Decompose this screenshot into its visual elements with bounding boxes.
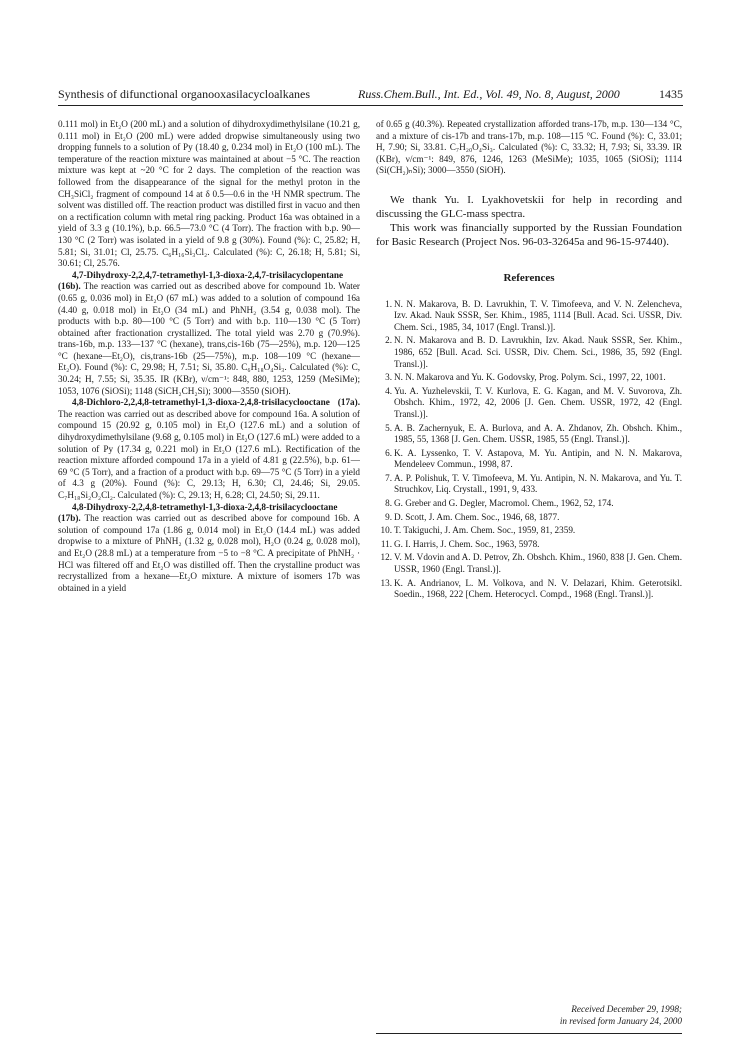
- reference-item: [376, 498, 682, 510]
- paragraph-compound-17a: [58, 397, 360, 501]
- compound-16b-body: The reaction was carried out as described above for compound 1b. Water (0.65 g, 0.036 mol) in Et₂O (67 mL) was added to a solution of compound 16a (4.40 g, 0.018 mol) in Et₂O (34 mL) and PhNH₂ (3.54 g, 0.038 mol). The products with b.p. 80—100 °C (5 Torr) and with b.p. 110—130 °C (5 Torr) obtained after fractionation crystallized. The total yield was 2.70 g (70.9%). trans-16b, m.p. 133—137 °C (hexane), trans,cis-16b (75—25%), m.p. 120—125 °C (hexane—Et₂O), cis,trans-16b (25—75%), m.p. 108—109 °C (hexane—Et₂O). Found (%): C, 29.98; H, 7.51; Si, 35.80. C₆H₁₈O₄Si₃. Calculated (%): C, 30.24; H, 7.55; Si, 35.35. IR (KBr), ν/cm⁻¹: 848, 880, 1253, 1259 (MeSiMe); 1053, 1076 (SiOSi); 1148 (SiCH₂CH₂Si); 3000—3550 (SiOH).: [58, 281, 360, 396]
- reference-text: Yu. A. Yuzhelevskii, T. V. Kurlova, E. G. Kagan, and M. V. Suvorova, Zh. Obshch. Khim., 1972, 42, 2006 [J. Gen. Chem. USSR, 1972, 42 (Engl. Transl.)].: [394, 385, 682, 419]
- reference-text: A. P. Polishuk, T. V. Timofeeva, M. Yu. Antipin, N. N. Makarova, and Yu. T. Struchkov, Liq. Crystall., 1991, 9, 433.: [394, 472, 682, 495]
- reference-item: [376, 525, 682, 537]
- reference-number: 12.: [380, 552, 392, 563]
- compound-17a-title: 4,8-Dichloro-2,2,4,8-tetramethyl-1,3-dioxa-2,4,8-trisilacyclooctane (17a).: [72, 397, 360, 408]
- right-column: [376, 119, 682, 603]
- received-line: Received December 29, 1998;: [571, 1004, 682, 1014]
- running-title: Synthesis of difunctional organooxasilacycloalkanes: [58, 87, 311, 101]
- reference-text: T. Takiguchi, J. Am. Chem. Soc., 1959, 81, 2359.: [394, 525, 576, 536]
- paragraph-continued-right: of 0.65 g (40.3%). Repeated crystallization afforded trans-17b, m.p. 130—134 °C, and a mixture of cis-17b and trans-17b, m.p. 108—115 °C. Found (%): C, 33.01; H, 7.90; Si, 33.81. C₇H₂₀O₄Si₃. Calculated (%): C, 33.32; H, 7.93; Si, 33.39. IR (KBr), ν/cm⁻¹: 849, 876, 1246, 1263 (MeSiMe); 1035, 1065 (SiOSi); 1114 (Si(CH₂)ₙSi); 3000—3550 (SiOH).: [376, 119, 682, 176]
- reference-number: 9.: [385, 511, 392, 522]
- reference-number: 11.: [380, 538, 392, 549]
- paragraph-continued: 0.111 mol) in Et₂O (200 mL) and a solution of dihydroxydimethylsilane (10.21 g, 0.111 mol) in Et₂O (200 mL) were added dropwise simultaneously using two dropping funnels to a solution of Py (18.40 g, 0.234 mol) in Et₂O (100 mL). The temperature of the reaction mixture was maintained at about −5 °C. The reaction mixture was kept at ~20 °C for 2 days. The completion of the reaction was followed from the disappearance of the signal for the methyl proton in the CH₃SiCl₂ fragment of compound 14 at δ 0.5—0.6 in the ¹H NMR spectrum. The solvent was distilled off. The reaction product was distilled first in vacuo and then on a rectification column with metal ring packing. Product 16a was obtained in a yield of 3.3 g (10.1%), b.p. 66.5—73.0 °C (4 Torr). The fraction with b.p. 90—130 °C (2 Torr) was isolated in a yield of 9.8 g (30%). Found (%): C, 25.82; H, 5.81; Si, 31.01; Cl, 25.75. C₆H₁₆Si₃Cl₂. Calculated (%): C, 26.18; H, 5.81; Si, 30.61; Cl, 25.76.: [58, 119, 360, 269]
- reference-text: N. N. Makarova and B. D. Lavrukhin, Izv. Akad. Nauk SSSR, Ser. Khim., 1986, 652 [Bull. Acad. Sci. USSR, Div. Chem. Sci., 1986, 35, 592 (Engl. Transl.)].: [394, 335, 682, 369]
- header-rule: [58, 105, 683, 106]
- reference-text: N. N. Makarova and Yu. K. Godovsky, Prog. Polym. Sci., 1997, 22, 1001.: [394, 372, 666, 383]
- reference-list: [376, 299, 682, 601]
- reference-item: [376, 386, 682, 421]
- reference-text: A. B. Zachernyuk, E. A. Burlova, and A. A. Zhdanov, Zh. Obshch. Khim., 1985, 55, 1368 [J. Gen. Chem. USSR, 1985, 55 (Engl. Transl.)].: [394, 422, 682, 445]
- left-column: [58, 119, 360, 594]
- reference-text: V. M. Vdovin and A. D. Petrov, Zh. Obshch. Khim., 1960, 838 [J. Gen. Chem. USSR, 1960 (Engl. Transl.)].: [394, 552, 682, 575]
- compound-17a-body: The reaction was carried out as described above for compound 16a. A solution of compound 15 (20.92 g, 0.105 mol) in Et₂O (127.6 mL) and a solution of dihydroxydimethylsilane (9.68 g, 0.105 mol) in Et₂O (127.6 mL) were added to a solution of Py (17.34 g, 0.221 mol) in Et₂O (127.6 mL). Rectification of the reaction mixture afforded compound 17a in a yield of 4.81 g (22.5%), b.p. 61—69 °C (5 Torr), and a fraction of a product with b.p. 69—75 °C (5 Torr) in a yield of 4.3 g (20%). Found (%): C, 29.13; H, 6.30; Cl, 24.46; Si, 29.05. C₇H₁₈Si₂O₂Cl₂. Calculated (%): C, 29.13; H, 6.28; Cl, 24.50; Si, 29.11.: [58, 408, 360, 500]
- reference-text: K. A. Lyssenko, T. V. Astapova, M. Yu. Antipin, and N. N. Makarova, Mendeleev Commun., 1998, 87.: [394, 447, 682, 470]
- reference-number: 1.: [385, 298, 392, 309]
- reference-item: [376, 372, 682, 384]
- reference-item: [376, 448, 682, 471]
- reference-item: [376, 578, 682, 601]
- compound-17b-title: 4,8-Dihydroxy-2,2,4,8-tetramethyl-1,3-dioxa-2,4,8-trisilacyclooctane (17b).: [58, 501, 338, 524]
- reference-text: D. Scott, J. Am. Chem. Soc., 1946, 68, 1877.: [394, 511, 560, 522]
- paragraph-compound-17b: [58, 502, 360, 595]
- compound-16b-title: 4,7-Dihydroxy-2,2,4,7-tetramethyl-1,3-dioxa-2,4,7-trisilacyclopentane (16b).: [58, 269, 344, 292]
- reference-text: K. A. Andrianov, L. M. Volkova, and N. V. Delazari, Khim. Geterotsikl. Soedin., 1968, 222 [Chem. Heterocycl. Compd., 1968 (Engl. Transl.)].: [394, 577, 682, 600]
- reference-number: 5.: [385, 422, 392, 433]
- funding-note: This work was financially supported by the Russian Foundation for Basic Research (Project Nos. 96-03-32645a and 96-15-97440).: [376, 221, 682, 248]
- reference-number: 6.: [385, 447, 392, 458]
- reference-item: [376, 335, 682, 370]
- reference-item: [376, 512, 682, 524]
- reference-item: [376, 539, 682, 551]
- page-number: 1435: [659, 87, 683, 101]
- reference-number: 2.: [385, 335, 392, 346]
- reference-text: N. N. Makarova, B. D. Lavrukhin, T. V. Timofeeva, and V. N. Zelencheva, Izv. Akad. Nauk SSSR, Ser. Khim., 1985, 1114 [Bull. Acad. Sci. USSR, Div. Chem. Sci., 1985, 34, 1017 (Engl. Transl.)].: [394, 298, 682, 332]
- reference-item: [376, 552, 682, 575]
- bottom-rule: [376, 1033, 682, 1034]
- journal-citation: Russ.Chem.Bull., Int. Ed., Vol. 49, No. 8, August, 2000: [358, 87, 620, 101]
- paragraph-compound-16b: [58, 270, 360, 398]
- received-dates: [376, 1004, 682, 1027]
- reference-text: G. I. Harris, J. Chem. Soc., 1963, 5978.: [394, 538, 540, 549]
- revised-line: in revised form January 24, 2000: [559, 1015, 682, 1026]
- references-heading: References: [503, 271, 555, 284]
- reference-number: 3.: [385, 372, 392, 383]
- reference-number: 8.: [385, 498, 392, 509]
- reference-text: G. Greber and G. Degler, Macromol. Chem., 1962, 52, 174.: [394, 498, 614, 509]
- reference-number: 7.: [385, 472, 392, 483]
- reference-number: 10.: [380, 525, 392, 536]
- reference-item: [376, 299, 682, 334]
- reference-number: 4.: [385, 385, 392, 396]
- running-header: [58, 87, 683, 103]
- compound-17b-body: The reaction was carried out as described above for compound 16b. A solution of compound 17a (1.86 g, 0.014 mol) in Et₂O (14.4 mL) was added dropwise to a mixture of PhNH₂ (1.32 g, 0.028 mol), H₂O (0.24 g, 0.028 mol), and Et₂O (28.8 mL) at a temperature from −5 to −8 °C. A precipitate of PhNH₂ · HCl was filtered off and Et₂O was distilled off. Then the crystalline product was recrystallized from a hexane—Et₂O mixture. A mixture of isomers 17b was obtained in a yield: [58, 513, 360, 593]
- reference-number: 13.: [380, 577, 392, 588]
- reference-item: [376, 473, 682, 496]
- reference-item: [376, 423, 682, 446]
- acknowledgement: We thank Yu. I. Lyakhovetskii for help in recording and discussing the GLC-mass spectra.: [376, 193, 682, 220]
